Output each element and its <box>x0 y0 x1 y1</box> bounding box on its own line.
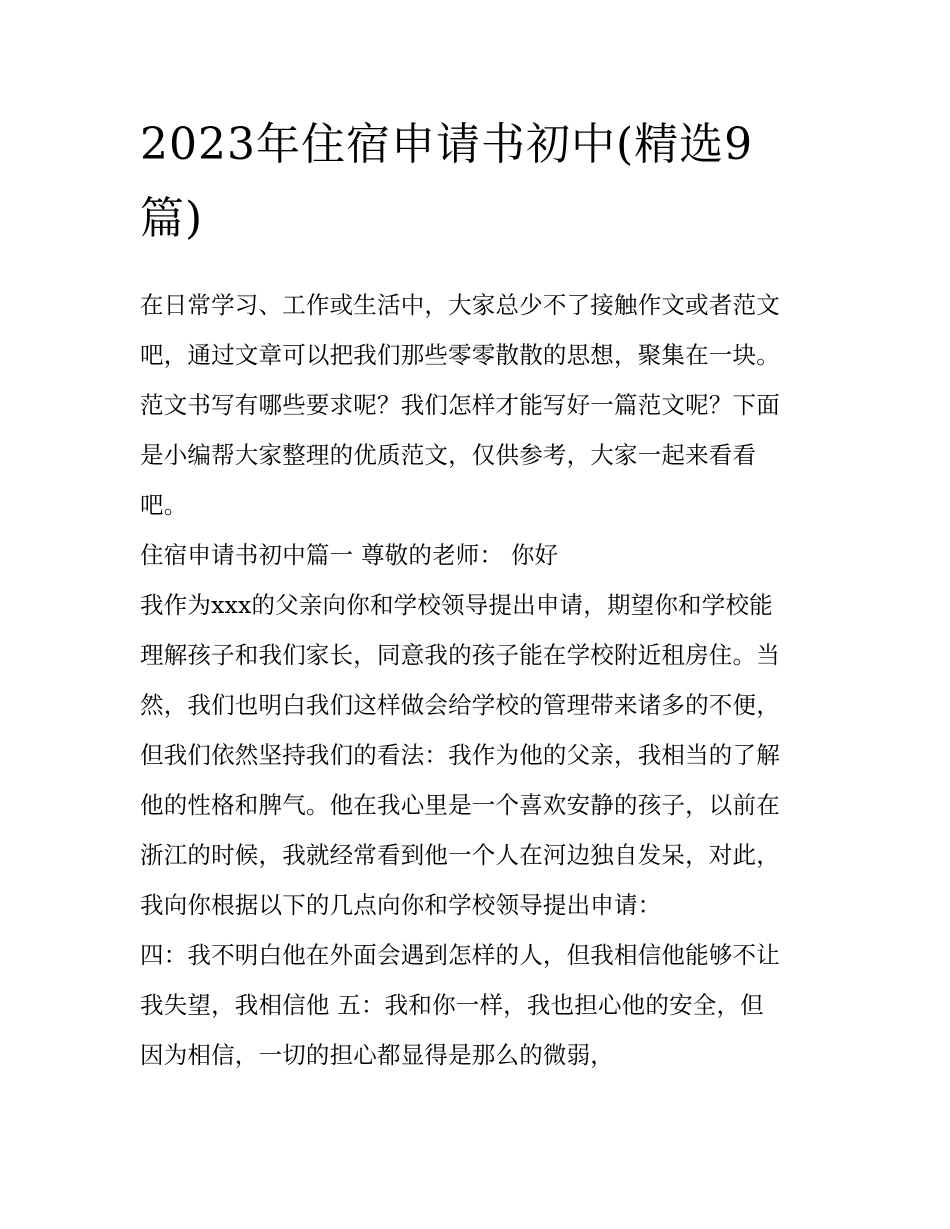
section-heading-paragraph <box>140 530 820 580</box>
text-line: 在日常学习、工作或生活中，大家总少不了接触作文或者范文 <box>140 291 780 319</box>
title-line: 篇) <box>140 193 204 244</box>
text-line: 浙江的时候，我就经常看到他一个人在河边独自发呆，对此， <box>140 841 780 869</box>
text-line: 因为相信，一切的担心都显得是那么的微弱， <box>140 1041 614 1069</box>
document-title <box>140 108 820 256</box>
document-page <box>140 108 820 1080</box>
text-line: 我失望，我相信他 五：我和你一样，我也担心他的安全，但 <box>140 991 764 1019</box>
text-line: 吧，通过文章可以把我们那些零零散散的思想，聚集在一块。 <box>140 341 780 369</box>
text-line: 我作为xxx的父亲向你和学校领导提出申请，期望你和学校能 <box>140 591 773 619</box>
text-line: 吧。 <box>140 491 188 519</box>
intro-paragraph <box>140 280 820 530</box>
text-line: 他的性格和脾气。他在我心里是一个喜欢安静的孩子，以前在 <box>140 791 780 819</box>
title-line: 2023年住宿申请书初中(精选9 <box>140 119 754 170</box>
text-line: 住宿申请书初中篇一 尊敬的老师： 你好 <box>140 541 559 569</box>
text-line: 理解孩子和我们家长，同意我的孩子能在学校附近租房住。当 <box>140 641 780 669</box>
text-line: 但我们依然坚持我们的看法：我作为他的父亲，我相当的了解 <box>140 741 780 769</box>
text-line: 四：我不明白他在外面会遇到怎样的人，但我相信他能够不让 <box>140 941 780 969</box>
body-paragraph <box>140 930 820 1080</box>
text-line: 是小编帮大家整理的优质范文，仅供参考，大家一起来看看 <box>140 441 757 469</box>
text-line: 范文书写有哪些要求呢？我们怎样才能写好一篇范文呢？下面 <box>140 391 780 419</box>
text-line: 我向你根据以下的几点向你和学校领导提出申请： <box>140 891 662 919</box>
body-paragraph <box>140 580 820 930</box>
text-line: 然，我们也明白我们这样做会给学校的管理带来诸多的不便， <box>140 691 780 719</box>
